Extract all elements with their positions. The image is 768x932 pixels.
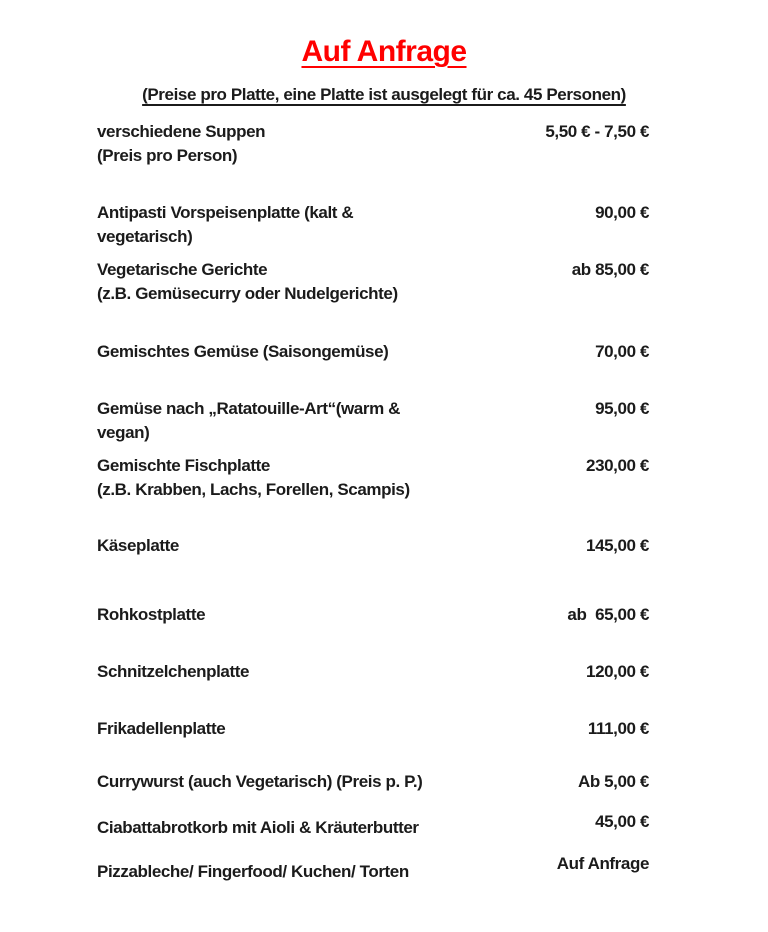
item-price: Ab 5,00 € — [577, 772, 649, 791]
menu-item-row — [0, 258, 768, 306]
menu-item-row — [0, 201, 768, 249]
item-name: Pizzableche/ Fingerfood/ Kuchen/ Torten — [97, 862, 409, 881]
item-price: ab 85,00 € — [571, 260, 649, 279]
item-price: Auf Anfrage — [556, 854, 649, 873]
item-price: 90,00 € — [595, 203, 649, 222]
item-name: Currywurst (auch Vegetarisch) (Preis p. P.) — [97, 772, 423, 791]
item-price: 111,00 € — [587, 719, 649, 738]
menu-item-row — [0, 717, 768, 741]
item-name-column — [97, 454, 410, 502]
item-name-column — [97, 770, 422, 794]
menu-item-row — [0, 854, 768, 884]
item-name-column — [97, 534, 179, 558]
item-name: Schnitzelchenplatte — [97, 662, 250, 681]
page-title: Auf Anfrage — [301, 35, 467, 68]
page-subtitle: (Preise pro Platte, eine Platte ist ausgelegt für ca. 45 Personen) — [142, 85, 626, 104]
item-name-column — [97, 120, 265, 168]
item-price: 45,00 € — [595, 812, 649, 831]
menu-item-row — [0, 454, 768, 502]
menu-item-row — [0, 812, 768, 840]
menu-item-row — [0, 397, 768, 445]
menu-item-row — [0, 770, 768, 794]
item-price: ab 65,00 € — [567, 605, 649, 624]
item-name: verschiedene Suppen — [97, 122, 266, 141]
menu-item-row — [0, 534, 768, 558]
item-note: vegetarisch) — [97, 227, 193, 246]
item-name-column — [97, 603, 205, 627]
item-name: Gemischte Fischplatte — [97, 456, 270, 475]
menu-item-row — [0, 120, 768, 168]
menu-item-row — [0, 603, 768, 627]
menu-list — [0, 120, 768, 884]
item-name-column — [97, 816, 419, 840]
item-price: 95,00 € — [595, 399, 649, 418]
item-name: Gemüse nach „Ratatouille-Art“(warm & — [97, 399, 400, 418]
menu-item-row — [0, 340, 768, 364]
item-name-column — [97, 860, 409, 884]
item-name: Käseplatte — [97, 536, 179, 555]
item-name: Gemischtes Gemüse (Saisongemüse) — [97, 342, 389, 361]
item-name: Frikadellenplatte — [97, 719, 226, 738]
item-name-column — [97, 258, 398, 306]
item-note: (z.B. Gemüsecurry oder Nudelgerichte) — [97, 284, 398, 303]
item-note: (z.B. Krabben, Lachs, Forellen, Scampis) — [97, 480, 410, 499]
item-price: 145,00 € — [586, 536, 649, 555]
item-name: Antipasti Vorspeisenplatte (kalt & — [97, 203, 354, 222]
item-price: 120,00 € — [586, 662, 649, 681]
item-price: 5,50 € - 7,50 € — [545, 122, 649, 141]
item-name-column — [97, 340, 388, 364]
item-name: Ciabattabrotkorb mit Aioli & Kräuterbutter — [97, 818, 419, 837]
menu-item-row — [0, 660, 768, 684]
item-note: vegan) — [97, 423, 150, 442]
item-price: 70,00 € — [595, 342, 649, 361]
item-name: Vegetarische Gerichte — [97, 260, 268, 279]
item-name-column — [97, 717, 225, 741]
item-name: Rohkostplatte — [97, 605, 206, 624]
item-name-column — [97, 201, 353, 249]
item-name-column — [97, 660, 249, 684]
item-note: (Preis pro Person) — [97, 146, 238, 165]
item-price: 230,00 € — [586, 456, 649, 475]
item-name-column — [97, 397, 400, 445]
